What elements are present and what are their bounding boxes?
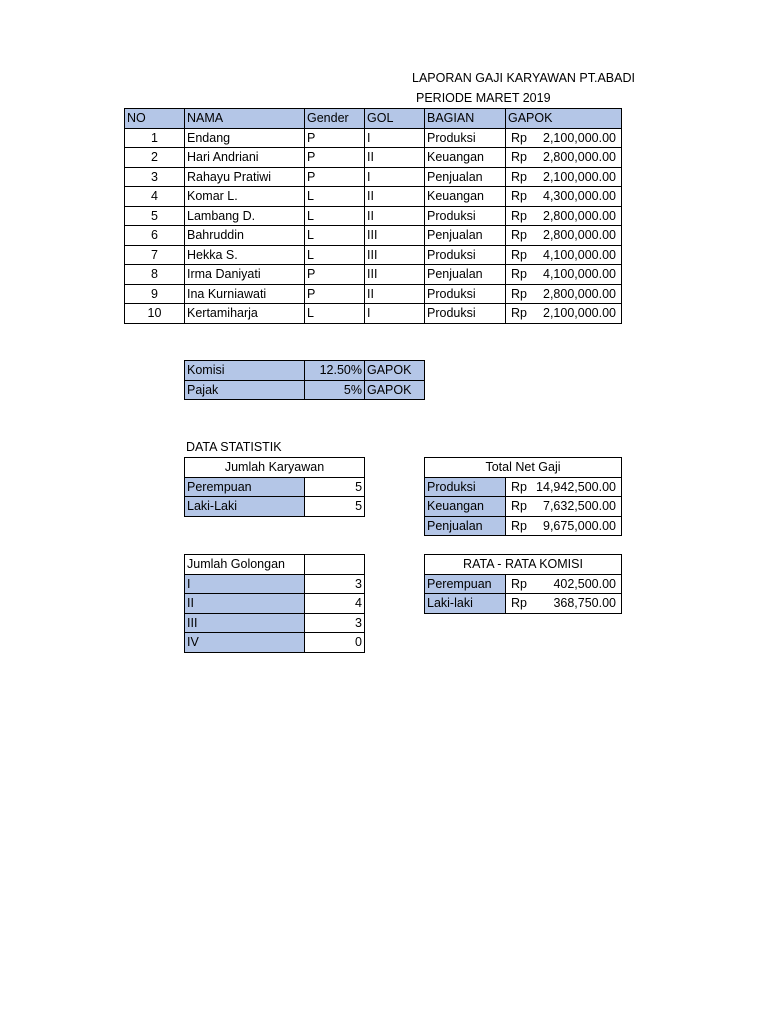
cell-nama[interactable]: Bahruddin — [185, 226, 305, 246]
rata-komisi-table — [424, 554, 622, 614]
net-gaji-value-cell[interactable] — [506, 516, 622, 536]
table-row — [125, 148, 622, 168]
cell-no[interactable]: 9 — [125, 284, 185, 304]
cell-gender[interactable]: P — [305, 128, 365, 148]
net-gaji-label[interactable]: Penjualan — [425, 516, 506, 536]
cell-gol[interactable]: III — [365, 226, 425, 246]
gapok-value: 2,100,000.00 — [543, 169, 616, 184]
header-nama[interactable]: NAMA — [185, 109, 305, 129]
cell-gol[interactable]: I — [365, 167, 425, 187]
golongan-label[interactable]: III — [185, 613, 305, 633]
salary-table — [124, 108, 622, 324]
net-gaji-value-cell[interactable] — [506, 497, 622, 517]
rata-komisi-row — [425, 594, 622, 614]
cell-gapok[interactable] — [506, 245, 622, 265]
karyawan-label[interactable]: Laki-Laki — [185, 497, 305, 517]
currency-label: Rp — [511, 150, 527, 165]
cell-bagian[interactable]: Penjualan — [425, 226, 506, 246]
cell-bagian[interactable]: Keuangan — [425, 187, 506, 207]
cell-bagian[interactable]: Keuangan — [425, 148, 506, 168]
rate-value[interactable]: 12.50% — [305, 361, 365, 381]
net-gaji-label[interactable]: Keuangan — [425, 497, 506, 517]
salary-table-header — [125, 109, 622, 129]
cell-no[interactable]: 7 — [125, 245, 185, 265]
report-period: PERIODE MARET 2019 — [416, 91, 551, 105]
net-gaji-row — [425, 516, 622, 536]
rate-label[interactable]: Pajak — [185, 380, 305, 400]
cell-no[interactable]: 5 — [125, 206, 185, 226]
table-row — [125, 304, 622, 324]
net-gaji-value: 9,675,000.00 — [543, 518, 616, 533]
cell-no[interactable]: 3 — [125, 167, 185, 187]
rata-komisi-value: 368,750.00 — [553, 596, 617, 611]
cell-gol[interactable]: II — [365, 187, 425, 207]
gapok-value: 2,800,000.00 — [543, 208, 616, 223]
cell-gender[interactable]: P — [305, 167, 365, 187]
gapok-value: 4,300,000.00 — [543, 189, 616, 204]
rata-komisi-value: 402,500.00 — [553, 576, 617, 591]
currency-label: Rp — [511, 576, 527, 591]
cell-nama[interactable]: Rahayu Pratiwi — [185, 167, 305, 187]
rata-komisi-value-cell[interactable] — [506, 574, 622, 594]
cell-nama[interactable]: Kertamiharja — [185, 304, 305, 324]
table-row — [125, 265, 622, 285]
gapok-value: 4,100,000.00 — [543, 247, 616, 262]
gapok-value: 2,100,000.00 — [543, 130, 616, 145]
currency-label: Rp — [511, 208, 527, 223]
golongan-label[interactable]: II — [185, 594, 305, 614]
cell-nama[interactable]: Komar L. — [185, 187, 305, 207]
net-gaji-value: 14,942,500.00 — [536, 479, 616, 494]
rate-base[interactable]: GAPOK — [365, 361, 425, 381]
cell-bagian[interactable]: Produksi — [425, 284, 506, 304]
cell-gol[interactable]: II — [365, 284, 425, 304]
currency-label: Rp — [511, 267, 527, 282]
jumlah-karyawan-title[interactable]: Jumlah Karyawan — [185, 458, 365, 478]
currency-label: Rp — [511, 169, 527, 184]
rate-base[interactable]: GAPOK — [365, 380, 425, 400]
net-gaji-row — [425, 497, 622, 517]
cell-nama[interactable]: Lambang D. — [185, 206, 305, 226]
cell-no[interactable]: 1 — [125, 128, 185, 148]
cell-nama[interactable]: Hari Andriani — [185, 148, 305, 168]
currency-label: Rp — [511, 189, 527, 204]
rate-row-pajak — [185, 380, 425, 400]
net-gaji-value-cell[interactable] — [506, 477, 622, 497]
rate-label[interactable]: Komisi — [185, 361, 305, 381]
table-row — [125, 206, 622, 226]
cell-gol[interactable]: II — [365, 148, 425, 168]
cell-gapok[interactable] — [506, 226, 622, 246]
cell-no[interactable]: 10 — [125, 304, 185, 324]
net-gaji-label[interactable]: Produksi — [425, 477, 506, 497]
rate-row-komisi — [185, 361, 425, 381]
cell-nama[interactable]: Endang — [185, 128, 305, 148]
cell-nama[interactable]: Irma Daniyati — [185, 265, 305, 285]
karyawan-row — [185, 497, 365, 517]
cell-gapok[interactable] — [506, 265, 622, 285]
cell-gender[interactable]: P — [305, 148, 365, 168]
karyawan-row — [185, 477, 365, 497]
cell-gol[interactable]: I — [365, 128, 425, 148]
golongan-label[interactable]: IV — [185, 633, 305, 653]
rata-komisi-label[interactable]: Perempuan — [425, 574, 506, 594]
cell-gapok[interactable] — [506, 206, 622, 226]
table-row — [125, 128, 622, 148]
currency-label: Rp — [511, 479, 527, 494]
cell-bagian[interactable]: Produksi — [425, 245, 506, 265]
rate-value[interactable]: 5% — [305, 380, 365, 400]
currency-label: Rp — [511, 518, 527, 533]
cell-gender[interactable]: L — [305, 245, 365, 265]
golongan-row — [185, 613, 365, 633]
cell-gender[interactable]: P — [305, 284, 365, 304]
cell-bagian[interactable]: Produksi — [425, 304, 506, 324]
gapok-value: 2,800,000.00 — [543, 228, 616, 243]
currency-label: Rp — [511, 306, 527, 321]
cell-no[interactable]: 4 — [125, 187, 185, 207]
jumlah-golongan-table — [184, 554, 365, 653]
cell-gapok[interactable] — [506, 148, 622, 168]
golongan-label[interactable]: I — [185, 574, 305, 594]
golongan-value[interactable]: 4 — [305, 594, 365, 614]
golongan-row — [185, 574, 365, 594]
header-gol[interactable]: GOL — [365, 109, 425, 129]
currency-label: Rp — [511, 228, 527, 243]
cell-nama[interactable]: Ina Kurniawati — [185, 284, 305, 304]
total-net-gaji-table — [424, 457, 622, 536]
cell-bagian[interactable]: Penjualan — [425, 167, 506, 187]
cell-gol[interactable]: III — [365, 265, 425, 285]
net-gaji-row — [425, 477, 622, 497]
cell-nama[interactable]: Hekka S. — [185, 245, 305, 265]
rates-table — [184, 360, 425, 400]
cell-no[interactable]: 2 — [125, 148, 185, 168]
empty-cell[interactable] — [305, 555, 365, 575]
cell-gol[interactable]: III — [365, 245, 425, 265]
currency-label: Rp — [511, 499, 527, 514]
jumlah-golongan-title[interactable]: Jumlah Golongan — [185, 555, 305, 575]
net-gaji-value: 7,632,500.00 — [543, 499, 616, 514]
karyawan-value[interactable]: 5 — [305, 477, 365, 497]
cell-gapok[interactable] — [506, 167, 622, 187]
header-gapok[interactable]: GAPOK — [506, 109, 622, 129]
report-title: LAPORAN GAJI KARYAWAN PT.ABADI — [412, 71, 635, 85]
rata-komisi-value-cell[interactable] — [506, 594, 622, 614]
golongan-value[interactable]: 0 — [305, 633, 365, 653]
gapok-value: 4,100,000.00 — [543, 267, 616, 282]
cell-gender[interactable]: L — [305, 304, 365, 324]
cell-gender[interactable]: P — [305, 265, 365, 285]
cell-gapok[interactable] — [506, 304, 622, 324]
gapok-value: 2,800,000.00 — [543, 150, 616, 165]
currency-label: Rp — [511, 596, 527, 611]
header-gender[interactable]: Gender — [305, 109, 365, 129]
cell-bagian[interactable]: Penjualan — [425, 265, 506, 285]
cell-bagian[interactable]: Produksi — [425, 206, 506, 226]
table-row — [125, 245, 622, 265]
cell-gapok[interactable] — [506, 284, 622, 304]
cell-no[interactable]: 6 — [125, 226, 185, 246]
cell-no[interactable]: 8 — [125, 265, 185, 285]
golongan-value[interactable]: 3 — [305, 613, 365, 633]
karyawan-value[interactable]: 5 — [305, 497, 365, 517]
karyawan-label[interactable]: Perempuan — [185, 477, 305, 497]
table-row — [125, 226, 622, 246]
cell-gender[interactable]: L — [305, 206, 365, 226]
cell-gol[interactable]: II — [365, 206, 425, 226]
table-row — [125, 284, 622, 304]
header-bagian[interactable]: BAGIAN — [425, 109, 506, 129]
rata-komisi-title[interactable]: RATA - RATA KOMISI — [425, 555, 622, 575]
stats-heading: DATA STATISTIK — [186, 440, 282, 454]
total-net-gaji-title[interactable]: Total Net Gaji — [425, 458, 622, 478]
table-row — [125, 167, 622, 187]
gapok-value: 2,800,000.00 — [543, 286, 616, 301]
golongan-row — [185, 594, 365, 614]
cell-gender[interactable]: L — [305, 187, 365, 207]
cell-gender[interactable]: L — [305, 226, 365, 246]
golongan-row — [185, 633, 365, 653]
rata-komisi-row — [425, 574, 622, 594]
golongan-value[interactable]: 3 — [305, 574, 365, 594]
cell-bagian[interactable]: Produksi — [425, 128, 506, 148]
currency-label: Rp — [511, 130, 527, 145]
gapok-value: 2,100,000.00 — [543, 306, 616, 321]
table-row — [125, 187, 622, 207]
cell-gol[interactable]: I — [365, 304, 425, 324]
currency-label: Rp — [511, 247, 527, 262]
header-no[interactable]: NO — [125, 109, 185, 129]
cell-gapok[interactable] — [506, 187, 622, 207]
cell-gapok[interactable] — [506, 128, 622, 148]
currency-label: Rp — [511, 286, 527, 301]
jumlah-karyawan-table — [184, 457, 365, 517]
rata-komisi-label[interactable]: Laki-laki — [425, 594, 506, 614]
